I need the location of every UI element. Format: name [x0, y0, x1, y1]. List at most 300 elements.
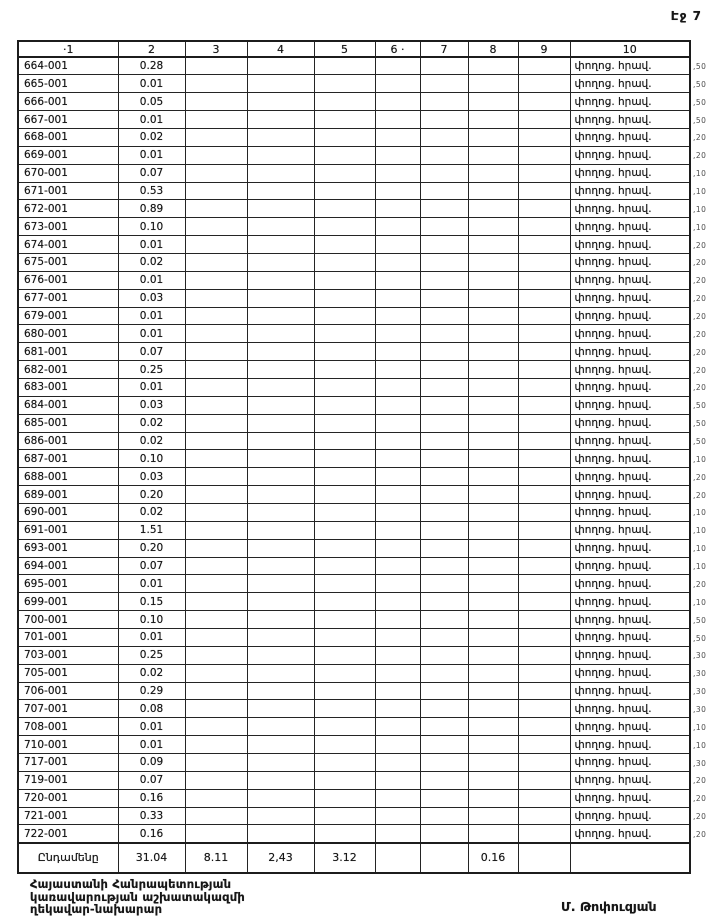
empty-cell [185, 307, 247, 325]
column-header: 2 [118, 41, 185, 57]
table-header-row [18, 41, 690, 57]
empty-cell [375, 111, 420, 129]
empty-cell [185, 432, 247, 450]
margin-mark: ,20 [693, 776, 707, 786]
margin-mark: ,50 [693, 437, 707, 447]
row-value-cell: 0.01 [118, 378, 185, 396]
empty-cell [314, 789, 375, 807]
empty-cell [375, 486, 420, 504]
row-code-cell: 700-001 [18, 611, 118, 629]
empty-cell [185, 164, 247, 182]
empty-cell [420, 414, 468, 432]
row-value-cell: 0.16 [118, 789, 185, 807]
row-code-cell: 671-001 [18, 182, 118, 200]
empty-cell [518, 700, 570, 718]
row-code-cell: 670-001 [18, 164, 118, 182]
row-code-cell: 717-001 [18, 754, 118, 772]
empty-cell [314, 629, 375, 647]
column-header: 4 [247, 41, 314, 57]
table-row [18, 236, 690, 254]
empty-cell [247, 111, 314, 129]
empty-cell [468, 111, 518, 129]
empty-cell [420, 146, 468, 164]
empty-cell [375, 718, 420, 736]
table-row [18, 682, 690, 700]
row-note-cell: փողոց. հրավ. [570, 718, 690, 736]
empty-cell [468, 343, 518, 361]
row-note-cell: փողոց. հրավ. [570, 521, 690, 539]
empty-cell [468, 646, 518, 664]
row-note-cell: փողոց. հրավ. [570, 575, 690, 593]
empty-cell [375, 146, 420, 164]
empty-cell [375, 343, 420, 361]
empty-cell [314, 825, 375, 843]
empty-cell [518, 57, 570, 75]
empty-cell [518, 807, 570, 825]
empty-cell [468, 396, 518, 414]
empty-cell [247, 218, 314, 236]
row-note-cell: փողոց. հրավ. [570, 253, 690, 271]
margin-mark: ,20 [693, 829, 707, 839]
empty-cell [314, 771, 375, 789]
signature-name: Մ. Թոփուզյան [561, 899, 657, 914]
empty-cell [420, 468, 468, 486]
empty-cell [468, 164, 518, 182]
empty-cell [468, 378, 518, 396]
empty-cell [247, 57, 314, 75]
empty-cell [247, 361, 314, 379]
empty-cell [247, 486, 314, 504]
row-note-cell: փողոց. հրավ. [570, 771, 690, 789]
empty-cell [185, 111, 247, 129]
empty-cell [518, 307, 570, 325]
totals-value-cell: 3.12 [314, 843, 375, 873]
row-code-cell: 721-001 [18, 807, 118, 825]
row-value-cell: 0.01 [118, 75, 185, 93]
empty-cell [518, 629, 570, 647]
empty-cell [247, 825, 314, 843]
empty-cell [468, 700, 518, 718]
empty-cell [518, 93, 570, 111]
empty-cell [314, 593, 375, 611]
margin-mark: ,10 [693, 544, 707, 554]
empty-cell [375, 236, 420, 254]
empty-cell [518, 539, 570, 557]
margin-mark: ,20 [693, 472, 707, 482]
empty-cell [518, 182, 570, 200]
empty-cell [420, 700, 468, 718]
empty-cell [420, 557, 468, 575]
row-value-cell: 0.07 [118, 557, 185, 575]
empty-cell [468, 557, 518, 575]
margin-mark: ,30 [693, 704, 707, 714]
empty-cell [468, 789, 518, 807]
empty-cell [468, 771, 518, 789]
table-row [18, 75, 690, 93]
row-value-cell: 0.05 [118, 93, 185, 111]
margin-mark: ,20 [693, 812, 707, 822]
table-body [18, 57, 690, 843]
row-note-cell: փողոց. հրավ. [570, 236, 690, 254]
row-note-cell: փողոց. հրավ. [570, 200, 690, 218]
row-note-cell: փողոց. հրավ. [570, 182, 690, 200]
row-value-cell: 0.25 [118, 646, 185, 664]
empty-cell [375, 664, 420, 682]
empty-cell [518, 432, 570, 450]
empty-cell [375, 271, 420, 289]
empty-cell [468, 611, 518, 629]
empty-cell [518, 289, 570, 307]
row-value-cell: 0.03 [118, 468, 185, 486]
empty-cell [185, 93, 247, 111]
row-note-cell: փողոց. հրավ. [570, 128, 690, 146]
margin-mark: ,10 [693, 508, 707, 518]
empty-cell [518, 146, 570, 164]
empty-cell [247, 700, 314, 718]
row-note-cell: փողոց. հրավ. [570, 396, 690, 414]
row-code-cell: 681-001 [18, 343, 118, 361]
table-row [18, 611, 690, 629]
row-value-cell: 0.01 [118, 629, 185, 647]
margin-mark: ,50 [693, 615, 707, 625]
empty-cell [420, 825, 468, 843]
column-header: 10 [570, 41, 690, 57]
row-code-cell: 687-001 [18, 450, 118, 468]
margin-mark: ,10 [693, 740, 707, 750]
empty-cell [185, 450, 247, 468]
empty-cell [518, 396, 570, 414]
empty-cell [375, 557, 420, 575]
row-note-cell: փողոց. հրավ. [570, 414, 690, 432]
row-code-cell: 695-001 [18, 575, 118, 593]
row-code-cell: 664-001 [18, 57, 118, 75]
empty-cell [420, 396, 468, 414]
margin-mark: ,50 [693, 633, 707, 643]
empty-cell [247, 736, 314, 754]
empty-cell [314, 146, 375, 164]
margin-mark: ,30 [693, 758, 707, 768]
empty-cell [420, 93, 468, 111]
empty-cell [247, 146, 314, 164]
row-note-cell: փողոց. հրավ. [570, 146, 690, 164]
row-code-cell: 694-001 [18, 557, 118, 575]
column-header: 9 [518, 41, 570, 57]
empty-cell [185, 200, 247, 218]
table-row [18, 629, 690, 647]
empty-cell [518, 825, 570, 843]
row-note-cell: փողոց. հրավ. [570, 432, 690, 450]
column-header: 3 [185, 41, 247, 57]
row-code-cell: 722-001 [18, 825, 118, 843]
empty-cell [420, 182, 468, 200]
empty-cell [314, 218, 375, 236]
empty-cell [375, 75, 420, 93]
empty-cell [185, 468, 247, 486]
row-code-cell: 691-001 [18, 521, 118, 539]
empty-cell [468, 503, 518, 521]
empty-cell [420, 754, 468, 772]
empty-cell [375, 682, 420, 700]
empty-cell [468, 93, 518, 111]
empty-cell [185, 361, 247, 379]
empty-cell [468, 253, 518, 271]
empty-cell [420, 75, 468, 93]
table-row [18, 361, 690, 379]
empty-cell [375, 396, 420, 414]
row-code-cell: 682-001 [18, 361, 118, 379]
row-value-cell: 1.51 [118, 521, 185, 539]
margin-mark: ,20 [693, 347, 707, 357]
table-row [18, 146, 690, 164]
empty-cell [247, 593, 314, 611]
margin-mark: ,20 [693, 383, 707, 393]
empty-cell [518, 414, 570, 432]
empty-cell [185, 825, 247, 843]
empty-cell [314, 361, 375, 379]
margin-mark: ,20 [693, 151, 707, 161]
empty-cell [375, 361, 420, 379]
row-code-cell: 673-001 [18, 218, 118, 236]
empty-cell [247, 432, 314, 450]
empty-cell [185, 718, 247, 736]
empty-cell [420, 218, 468, 236]
empty-cell [185, 521, 247, 539]
row-note-cell: փողոց. հրավ. [570, 57, 690, 75]
table-row [18, 307, 690, 325]
table-row [18, 164, 690, 182]
table-row [18, 754, 690, 772]
row-note-cell: փողոց. հրավ. [570, 289, 690, 307]
table-row [18, 414, 690, 432]
empty-cell [468, 361, 518, 379]
empty-cell [420, 611, 468, 629]
row-value-cell: 0.01 [118, 271, 185, 289]
margin-mark: ,30 [693, 669, 707, 679]
empty-cell [518, 503, 570, 521]
empty-cell [518, 450, 570, 468]
column-header: 7 [420, 41, 468, 57]
empty-cell [185, 343, 247, 361]
row-code-cell: 707-001 [18, 700, 118, 718]
empty-cell [185, 682, 247, 700]
row-note-cell: փողոց. հրավ. [570, 450, 690, 468]
empty-cell [314, 75, 375, 93]
table-row [18, 557, 690, 575]
row-value-cell: 0.07 [118, 164, 185, 182]
empty-cell [314, 754, 375, 772]
empty-cell [314, 396, 375, 414]
row-code-cell: 703-001 [18, 646, 118, 664]
page-number-label: Էջ 7 [670, 9, 702, 23]
empty-cell [185, 539, 247, 557]
empty-cell [420, 807, 468, 825]
empty-cell [314, 128, 375, 146]
empty-cell [314, 271, 375, 289]
empty-cell [185, 218, 247, 236]
empty-cell [314, 253, 375, 271]
empty-cell [468, 468, 518, 486]
table-row [18, 93, 690, 111]
row-value-cell: 0.03 [118, 289, 185, 307]
empty-cell [468, 182, 518, 200]
row-value-cell: 0.10 [118, 611, 185, 629]
margin-mark: ,20 [693, 794, 707, 804]
empty-cell [375, 771, 420, 789]
empty-cell [314, 289, 375, 307]
empty-cell [518, 664, 570, 682]
empty-cell [518, 646, 570, 664]
table-row [18, 378, 690, 396]
margin-mark: ,20 [693, 490, 707, 500]
empty-cell [247, 521, 314, 539]
empty-cell [185, 414, 247, 432]
row-code-cell: 675-001 [18, 253, 118, 271]
empty-cell [247, 343, 314, 361]
row-code-cell: 688-001 [18, 468, 118, 486]
table-row [18, 128, 690, 146]
empty-cell [420, 289, 468, 307]
empty-cell [518, 75, 570, 93]
empty-cell [468, 236, 518, 254]
empty-cell [420, 486, 468, 504]
empty-cell [468, 307, 518, 325]
row-note-cell: փողոց. հրավ. [570, 361, 690, 379]
empty-cell [518, 557, 570, 575]
empty-cell [185, 611, 247, 629]
empty-cell [420, 646, 468, 664]
empty-cell [420, 128, 468, 146]
row-value-cell: 0.01 [118, 718, 185, 736]
table-row [18, 200, 690, 218]
table-row [18, 700, 690, 718]
table-row [18, 468, 690, 486]
row-value-cell: 0.02 [118, 432, 185, 450]
row-value-cell: 0.02 [118, 128, 185, 146]
row-value-cell: 0.02 [118, 664, 185, 682]
empty-cell [375, 128, 420, 146]
empty-cell [468, 289, 518, 307]
empty-cell [314, 450, 375, 468]
margin-mark: ,20 [693, 133, 707, 143]
empty-cell [247, 789, 314, 807]
empty-cell [185, 771, 247, 789]
margin-mark: ,30 [693, 687, 707, 697]
empty-cell [468, 754, 518, 772]
row-note-cell: փողոց. հրավ. [570, 486, 690, 504]
empty-cell [420, 539, 468, 557]
empty-cell [314, 700, 375, 718]
empty-cell [420, 200, 468, 218]
empty-cell [518, 343, 570, 361]
empty-cell [420, 450, 468, 468]
row-code-cell: 693-001 [18, 539, 118, 557]
empty-cell [375, 289, 420, 307]
empty-cell [518, 682, 570, 700]
margin-mark: ,20 [693, 258, 707, 268]
row-value-cell: 0.08 [118, 700, 185, 718]
row-value-cell: 0.01 [118, 575, 185, 593]
empty-cell [247, 718, 314, 736]
empty-cell [420, 361, 468, 379]
empty-cell [468, 736, 518, 754]
empty-cell [468, 664, 518, 682]
empty-cell [375, 164, 420, 182]
margin-mark: ,10 [693, 562, 707, 572]
row-value-cell: 0.07 [118, 343, 185, 361]
margin-mark: ,50 [693, 62, 707, 71]
margin-mark: ,10 [693, 222, 707, 232]
empty-cell [247, 182, 314, 200]
row-value-cell: 0.02 [118, 253, 185, 271]
margin-mark: ,50 [693, 79, 707, 89]
empty-cell [518, 218, 570, 236]
row-value-cell: 0.25 [118, 361, 185, 379]
empty-cell [185, 736, 247, 754]
empty-cell [247, 664, 314, 682]
empty-cell [185, 378, 247, 396]
empty-cell [247, 807, 314, 825]
row-note-cell: փողոց. հրավ. [570, 503, 690, 521]
empty-cell [185, 253, 247, 271]
table-row [18, 182, 690, 200]
empty-cell [247, 646, 314, 664]
empty-cell [375, 503, 420, 521]
empty-cell [518, 718, 570, 736]
row-note-cell: փողոց. հրավ. [570, 343, 690, 361]
empty-cell [185, 700, 247, 718]
empty-cell [468, 575, 518, 593]
empty-cell [314, 414, 375, 432]
empty-cell [375, 736, 420, 754]
empty-cell [314, 468, 375, 486]
empty-cell [185, 271, 247, 289]
empty-cell [375, 414, 420, 432]
totals-label-cell: Ընդամենը [18, 843, 118, 873]
totals-value-cell: 8.11 [185, 843, 247, 873]
empty-cell [468, 521, 518, 539]
row-code-cell: 668-001 [18, 128, 118, 146]
empty-cell [314, 575, 375, 593]
empty-cell [420, 771, 468, 789]
empty-cell [518, 611, 570, 629]
margin-mark: ,20 [693, 294, 707, 304]
empty-cell [375, 646, 420, 664]
row-code-cell: 669-001 [18, 146, 118, 164]
row-value-cell: 0.20 [118, 539, 185, 557]
margin-mark: ,50 [693, 401, 707, 411]
totals-row [18, 843, 690, 873]
empty-cell [420, 521, 468, 539]
table-row [18, 646, 690, 664]
row-note-cell: փողոց. հրավ. [570, 93, 690, 111]
totals-value-cell: 31.04 [118, 843, 185, 873]
totals-value-cell: 0.16 [468, 843, 518, 873]
row-value-cell: 0.29 [118, 682, 185, 700]
margin-mark: ,20 [693, 365, 707, 375]
empty-cell [375, 93, 420, 111]
row-value-cell: 0.01 [118, 325, 185, 343]
empty-cell [247, 503, 314, 521]
margin-mark: ,10 [693, 454, 707, 464]
empty-cell [518, 789, 570, 807]
empty-cell [375, 521, 420, 539]
empty-cell [247, 771, 314, 789]
row-note-cell: փողոց. հրավ. [570, 271, 690, 289]
row-code-cell: 720-001 [18, 789, 118, 807]
empty-cell [468, 200, 518, 218]
empty-cell [420, 111, 468, 129]
empty-cell [185, 754, 247, 772]
